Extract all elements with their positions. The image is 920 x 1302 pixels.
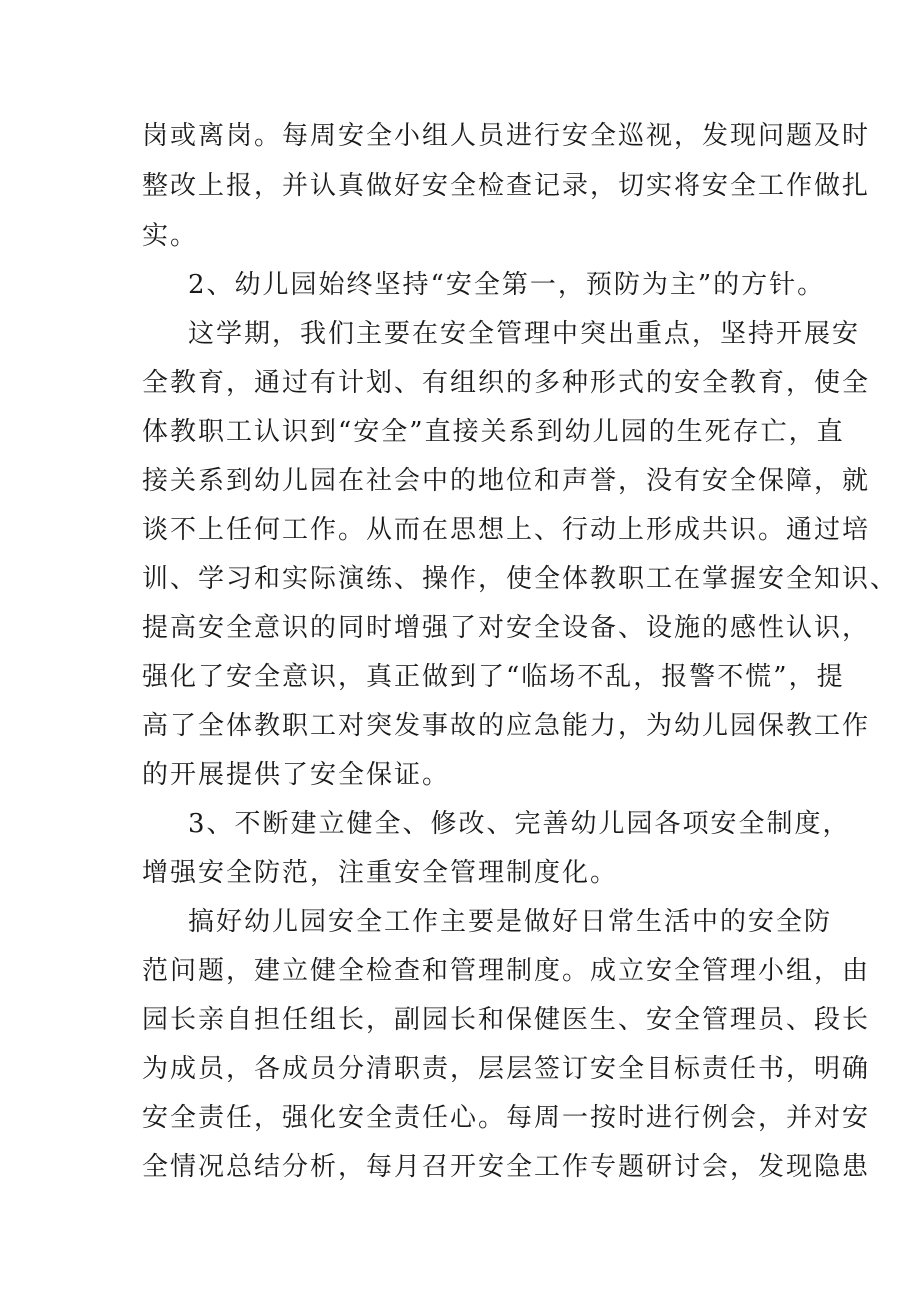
text-line: 体教职工认识到“安全”直接关系到幼儿园的生死存亡，直: [142, 417, 845, 447]
text-line: 搞好幼儿园安全工作主要是做好日常生活中的安全防: [188, 907, 833, 937]
text-line: 安全责任，强化安全责任心。每周一按时进行例会，并对安: [142, 1103, 871, 1133]
text-line: 谈不上任何工作。从而在思想上、行动上形成共识。通过培: [142, 515, 871, 545]
text-line: 范问题，建立健全检查和管理制度。成立安全管理小组，由: [142, 956, 871, 986]
section-heading: 3、不断建立健全、修改、完善幼儿园各项安全制度，: [188, 809, 851, 839]
text-line: 全情况总结分析，每月召开安全工作专题研讨会，发现隐患: [142, 1152, 871, 1182]
text-line: 实。: [142, 221, 199, 251]
text-line: 这学期，我们主要在安全管理中突出重点，坚持开展安: [188, 319, 861, 349]
section-heading: 2、幼儿园始终坚持“安全第一，预防为主”的方针。: [188, 270, 826, 300]
text-line: 接关系到幼儿园在社会中的地位和声誉，没有安全保障，就: [142, 466, 871, 496]
text-line: 全教育，通过有计划、有组织的多种形式的安全教育，使全: [142, 368, 871, 398]
text-line: 提高安全意识的同时增强了对安全设备、设施的感性认识，: [142, 613, 871, 643]
text-line: 为成员，各成员分清职责，层层签订安全目标责任书，明确: [142, 1054, 871, 1084]
text-line: 训、学习和实际演练、操作，使全体教职工在掌握安全知识、: [142, 564, 899, 594]
text-line: 的开展提供了安全保证。: [142, 760, 451, 790]
section-heading-cont: 增强安全防范，注重安全管理制度化。: [142, 858, 619, 888]
text-line: 园长亲自担任组长，副园长和保健医生、安全管理员、段长: [142, 1005, 871, 1035]
text-line: 岗或离岗。每周安全小组人员进行安全巡视，发现问题及时: [142, 121, 871, 151]
text-line: 高了全体教职工对突发事故的应急能力，为幼儿园保教工作: [142, 711, 871, 741]
text-line: 整改上报，并认真做好安全检查记录，切实将安全工作做扎: [142, 171, 871, 201]
text-line: 强化了安全意识，真正做到了“临场不乱，报警不慌”，提: [142, 662, 845, 692]
